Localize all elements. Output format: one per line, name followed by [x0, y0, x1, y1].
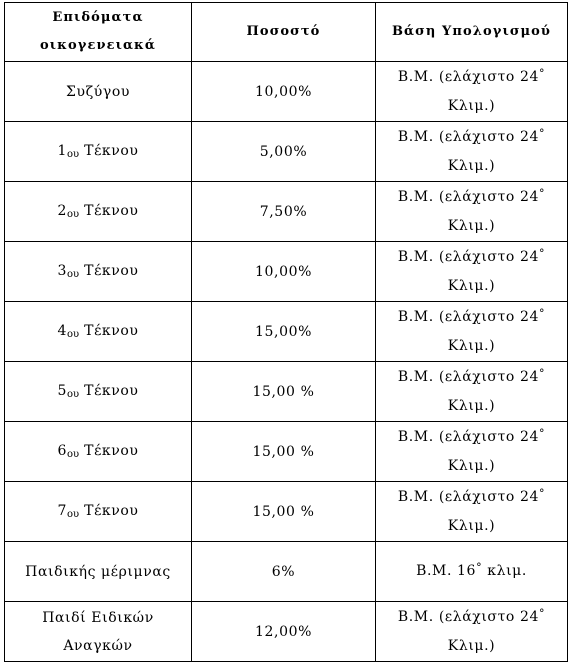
benefit-label: Συζύγου [65, 83, 130, 100]
degree-icon: ° [539, 187, 546, 200]
degree-icon: ° [476, 561, 483, 574]
table-row [5, 542, 568, 602]
header-basis: Βάση Υπολογισμού [376, 3, 568, 62]
percent-cell: 6% [192, 542, 376, 602]
percent-cell: 15,00 % [192, 422, 376, 482]
benefit-cell [5, 242, 192, 302]
ordinal-label [57, 383, 79, 399]
basis-cell [376, 482, 568, 542]
benefit-cell [5, 62, 192, 122]
table-row [5, 482, 568, 542]
basis-text: Β.Μ. 16 [416, 563, 477, 579]
family-benefits-table [4, 2, 568, 662]
ordinal-value: 2ου [57, 202, 80, 220]
ordinal-label [57, 263, 79, 279]
basis-text: Β.Μ. (ελάχιστο 24 [397, 249, 540, 265]
percent-cell: 15,00% [192, 302, 376, 362]
benefit-label: Τέκνου [84, 262, 139, 279]
table-row [5, 422, 568, 482]
percent-cell: 5,00% [192, 122, 376, 182]
table-header [5, 3, 568, 62]
benefit-cell [5, 302, 192, 362]
basis-unit: Κλιμ.) [447, 218, 496, 234]
degree-icon: ° [539, 67, 546, 80]
table-row [5, 182, 568, 242]
basis-cell [376, 62, 568, 122]
ordinal-value: 6ου [57, 442, 80, 460]
degree-icon: ° [539, 367, 546, 380]
header-row [5, 3, 568, 62]
table-row [5, 602, 568, 662]
basis-unit: κλιμ. [487, 563, 527, 579]
benefit-cell [5, 542, 192, 602]
basis-cell [376, 422, 568, 482]
basis-text: Β.Μ. (ελάχιστο 24 [397, 69, 540, 85]
benefit-cell [5, 182, 192, 242]
basis-unit: Κλιμ.) [447, 398, 496, 414]
basis-text: Β.Μ. (ελάχιστο 24 [397, 429, 540, 445]
percent-cell: 15,00 % [192, 482, 376, 542]
basis-unit: Κλιμ.) [447, 518, 496, 534]
benefit-label: Τέκνου [84, 202, 139, 219]
ordinal-label [57, 143, 79, 159]
basis-text: Β.Μ. (ελάχιστο 24 [397, 309, 540, 325]
degree-icon: ° [539, 307, 546, 320]
benefit-cell [5, 602, 192, 662]
percent-cell: 10,00% [192, 242, 376, 302]
ordinal-label [57, 323, 79, 339]
benefit-label: Τέκνου [84, 142, 139, 159]
benefit-cell [5, 122, 192, 182]
ordinal-value: 5ου [57, 382, 80, 400]
percent-cell: 10,00% [192, 62, 376, 122]
benefit-label: Τέκνου [84, 322, 139, 339]
table-row [5, 62, 568, 122]
degree-icon: ° [539, 127, 546, 140]
basis-cell [376, 182, 568, 242]
basis-cell [376, 602, 568, 662]
table-row [5, 122, 568, 182]
degree-icon: ° [539, 247, 546, 260]
table-row [5, 242, 568, 302]
table-row [5, 302, 568, 362]
percent-cell: 7,50% [192, 182, 376, 242]
basis-unit: Κλιμ.) [447, 638, 496, 654]
header-benefit: Επιδόματα οικογενειακά [5, 3, 192, 62]
basis-cell [376, 362, 568, 422]
benefit-label: Τέκνου [84, 442, 139, 459]
benefit-label: Τέκνου [84, 502, 139, 519]
basis-cell [376, 542, 568, 602]
degree-icon: ° [539, 607, 546, 620]
ordinal-label [57, 503, 79, 519]
basis-cell [376, 302, 568, 362]
basis-text: Β.Μ. (ελάχιστο 24 [397, 189, 540, 205]
percent-cell: 12,00% [192, 602, 376, 662]
ordinal-label [57, 203, 79, 219]
basis-text: Β.Μ. (ελάχιστο 24 [397, 489, 540, 505]
table-row [5, 362, 568, 422]
benefit-cell [5, 362, 192, 422]
benefit-cell [5, 422, 192, 482]
header-percent: Ποσοστό [192, 3, 376, 62]
basis-unit: Κλιμ.) [447, 158, 496, 174]
degree-icon: ° [539, 487, 546, 500]
degree-icon: ° [539, 427, 546, 440]
basis-cell [376, 242, 568, 302]
ordinal-label [57, 443, 79, 459]
basis-unit: Κλιμ.) [447, 458, 496, 474]
basis-text: Β.Μ. (ελάχιστο 24 [397, 609, 540, 625]
ordinal-value: 7ου [57, 502, 80, 520]
ordinal-value: 1ου [57, 142, 80, 160]
benefit-label: Παιδικής μέριμνας [25, 563, 171, 580]
basis-text: Β.Μ. (ελάχιστο 24 [397, 129, 540, 145]
table-body [5, 62, 568, 662]
basis-text: Β.Μ. (ελάχιστο 24 [397, 369, 540, 385]
benefit-label: Παιδί Ειδικών Αναγκών [42, 609, 154, 654]
basis-unit: Κλιμ.) [447, 338, 496, 354]
basis-unit: Κλιμ.) [447, 98, 496, 114]
benefit-label: Τέκνου [84, 382, 139, 399]
basis-cell [376, 122, 568, 182]
percent-cell: 15,00 % [192, 362, 376, 422]
ordinal-value: 4ου [57, 322, 80, 340]
ordinal-value: 3ου [57, 262, 80, 280]
benefit-cell [5, 482, 192, 542]
basis-unit: Κλιμ.) [447, 278, 496, 294]
